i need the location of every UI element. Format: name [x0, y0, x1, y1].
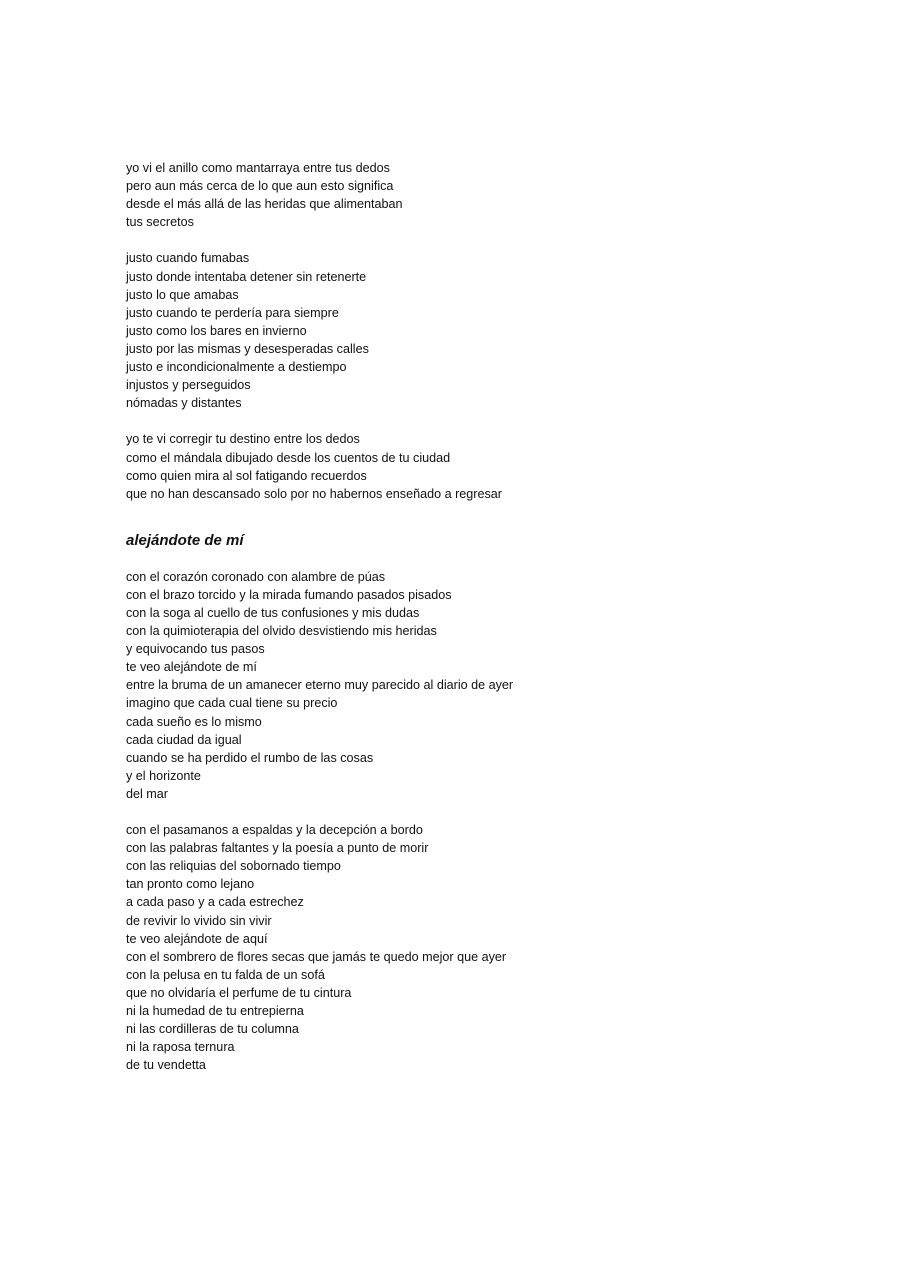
poem-line: entre la bruma de un amanecer eterno muy parecido al diario de ayer: [126, 678, 514, 693]
poem-line: injustos y perseguidos: [126, 378, 251, 393]
poem-line: con las palabras faltantes y la poesía a punto de morir: [126, 841, 429, 856]
poem-line: justo cuando te perdería para siempre: [126, 305, 339, 320]
poem-line: justo como los bares en invierno: [126, 323, 307, 338]
poem-line: ni la raposa ternura: [126, 1040, 235, 1055]
poem1-stanza-3: [126, 430, 866, 502]
poem-line: tan pronto como lejano: [126, 877, 255, 892]
poem-line: y el horizonte: [126, 768, 201, 783]
stanza-break: [126, 412, 866, 430]
poem-line: justo donde intentaba detener sin retenerte: [126, 269, 367, 284]
poem-line: justo lo que amabas: [126, 287, 239, 302]
stanza-break: [126, 803, 866, 821]
poem-line: con la pelusa en tu falda de un sofá: [126, 967, 325, 982]
poem-line: con las reliquias del sobornado tiempo: [126, 859, 341, 874]
poem-line: cuando se ha perdido el rumbo de las cosas: [126, 750, 374, 765]
poem-line: tus secretos: [126, 215, 194, 230]
poem-line: con el sombrero de flores secas que jamás te quedo mejor que ayer: [126, 949, 507, 964]
poem-line: de tu vendetta: [126, 1058, 206, 1073]
stanza-break: [126, 231, 866, 249]
poem-line: del mar: [126, 786, 168, 801]
poem2-stanza-2: [126, 821, 866, 1074]
poem-line: te veo alejándote de mí: [126, 660, 257, 675]
poem-line: a cada paso y a cada estrechez: [126, 895, 304, 910]
poem-line: desde el más allá de las heridas que alimentaban: [126, 197, 403, 212]
poem-line: yo te vi corregir tu destino entre los dedos: [126, 432, 360, 447]
poem1-stanza-2: [126, 249, 866, 412]
poem-line: con el brazo torcido y la mirada fumando pasados pisados: [126, 587, 452, 602]
poem-line: justo cuando fumabas: [126, 251, 250, 266]
poem-line: cada sueño es lo mismo: [126, 714, 262, 729]
poem2-stanza-1: [126, 568, 866, 803]
poem-line: justo por las mismas y desesperadas calles: [126, 341, 369, 356]
poem-line: como el mándala dibujado desde los cuentos de tu ciudad: [126, 450, 451, 465]
poem-line: ni las cordilleras de tu columna: [126, 1022, 299, 1037]
poem-line: con el corazón coronado con alambre de púas: [126, 569, 386, 584]
poem-line: pero aun más cerca de lo que aun esto significa: [126, 179, 394, 194]
poem-line: con el pasamanos a espaldas y la decepción a bordo: [126, 823, 423, 838]
poem-line: con la quimioterapia del olvido desvistiendo mis heridas: [126, 624, 437, 639]
poem-line: que no han descansado solo por no habernos enseñado a regresar: [126, 486, 502, 501]
poem-line: cada ciudad da igual: [126, 732, 242, 747]
poem-line: yo vi el anillo como mantarraya entre tus dedos: [126, 161, 390, 175]
poem-title: alejándote de mí: [126, 531, 244, 549]
poem-line: ni la humedad de tu entrepierna: [126, 1004, 304, 1019]
poem1-stanza-1: [126, 159, 866, 231]
poem-line: te veo alejándote de aquí: [126, 931, 268, 946]
poem-line: como quien mira al sol fatigando recuerdos: [126, 468, 367, 483]
poem-line: que no olvidaría el perfume de tu cintura: [126, 985, 352, 1000]
poem-line: de revivir lo vivido sin vivir: [126, 913, 272, 928]
poem-line: y equivocando tus pasos: [126, 642, 265, 657]
poem-line: imagino que cada cual tiene su precio: [126, 696, 338, 711]
poem-text-body: [126, 159, 866, 1074]
poem-line: justo e incondicionalmente a destiempo: [126, 360, 347, 375]
poem-line: con la soga al cuello de tus confusiones y mis dudas: [126, 605, 420, 620]
poem-line: nómadas y distantes: [126, 396, 242, 411]
